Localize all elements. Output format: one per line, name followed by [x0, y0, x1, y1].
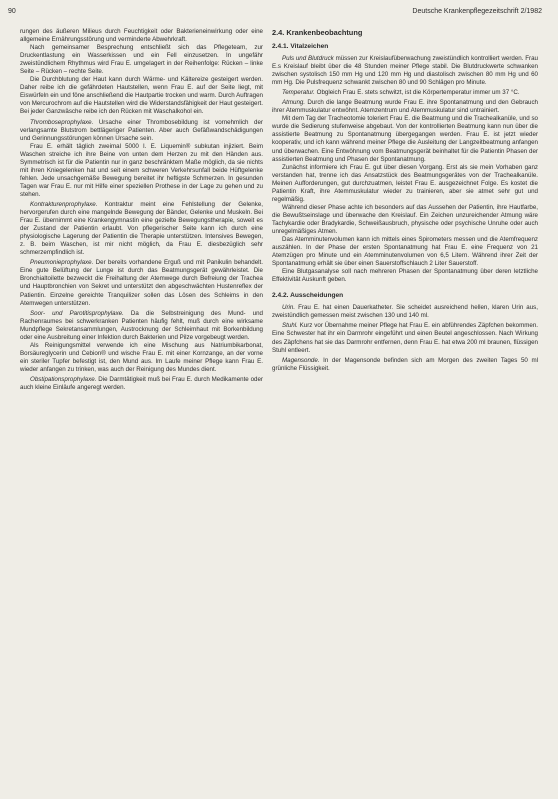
- paragraph: [20, 342, 263, 374]
- paragraph-text: Kontraktur meint eine Fehlstellung der Gelenke, hervorgerufen durch eine mangelnde Bewegung der Bänder, Gelenke und Muskeln. Bei Frau E. übernimmt eine Krankengymnastin eine gezielte Bewegungstherapie, soweit es der Zustand der Patientin erlaubt. Von pflegerischer Seite kann ich durch eine physiologische Lagerung der Patientin die Therapie unterstützen. Intensives Bewegen, z. B. beim Waschen, ist mir nicht möglich, da Frau E. diesbezüglich sehr schmerzempfindlich ist.: [20, 200, 263, 257]
- section-heading: 2.4. Krankenbeobachtung: [272, 28, 363, 37]
- paragraph-text: Das Atemminutenvolumen kann ich mittels eines Spirometers messen und die Atemfrequenz auszählen. In der Phase der ersten Spontanatmung hat Frau E. eine Frequenz von 21 Atemzügen pro Minute und ein Atemminutenvolumen von 6,5 Litern. Während ihrer Zeit der Spontanatmung erhält sie über einen Sauerstoffschlauch 2 Liter Sauerstoff.: [272, 236, 538, 268]
- right-column: [272, 28, 538, 373]
- paragraph-lead: Atmung.: [282, 99, 306, 107]
- paragraph: [272, 55, 538, 87]
- paragraph: [272, 204, 538, 236]
- paragraph-text: In der Magensonde befinden sich am Morgen des zweiten Tages 50 ml grünliche Flüssigkeit.: [272, 356, 538, 372]
- ausscheidungen-body: [272, 304, 538, 372]
- paragraph: [272, 322, 538, 354]
- paragraph: [272, 99, 538, 115]
- paragraph: [20, 376, 263, 392]
- left-column: [20, 28, 263, 392]
- paragraph-text: Frau E. erhält täglich zweimal 5000 I. E. Liquemin® subkutan injiziert. Beim Waschen streiche ich ihre Beine von unten dem Herzen zu mit den Händen aus. Symmetrisch ist für die Patientin nur in ganz beschränktem Maße möglich, da sie nichts mit ihren Kniegelenken hat und seit einem schweren Verkehrsunfall beide Hüftgelenke fehlen. Jede unsachgemäße Bewegung bereitet ihr heftigste Schmerzen. In gesunden Tagen war Frau E. nur mit Hilfe einer speziellen Prothese in der Lage zu gehen und zu stehen.: [20, 142, 263, 198]
- paragraph-text: Mit dem Tag der Tracheotomie toleriert Frau E. die Beatmung und die Trachealkanüle, und so wurde die Sedierung stufenweise abgebaut. Von der kontrollierten Beatmung kann nun über die assistierte Beatmung zu Spontanatmung übergegangen werden. Frau E. ist jetzt wieder kooperativ, und ich kann während meiner Pflege die Ausleitung der Langzeitbeatmung anfangen und überwachen. Eine Entwöhnung vom Beatmungsgerät beinhaltet für die Patientin Phasen der assistierten Beatmung und Phasen der Spontanatmung.: [272, 115, 538, 163]
- paragraph-text: Zunächst informiere ich Frau E. gut über diesen Vorgang. Erst als sie mein Vorhaben ganz verstanden hat, trenne ich das Ansatzstück des Beatmungsgerätes von der Trachealkanüle. Meinen Aufforderungen, gut durchzuatmen, leistet Frau E. ausgezeichnet Folge. Es kostet die Patientin Kraft, ihre Atemmuskulatur wieder zu trainieren, aber sie atmet sehr gut und regelmäßig.: [272, 163, 538, 203]
- paragraph: [272, 268, 538, 284]
- paragraph-lead: Obstipationsprophylaxe.: [30, 375, 97, 383]
- subsection-heading-vitalzeichen: 2.4.1. Vitalzeichen: [272, 43, 329, 50]
- paragraph-text: müssen zur Kreislaufüberwachung zweistündlich kontrolliert werden. Frau E.s Kreislauf bleibt über die 48 Stunden meiner Pflege stabil. Die Blutdruckwerte schwanken zwischen systolisch 150 mm Hg und 120 mm Hg und diastolisch zwischen 80 mm Hg und 60 mm Hg. Die Pulsfrequenz schwankt zwischen 80 und 90 Schlägen pro Minute.: [272, 55, 538, 87]
- paragraph: [272, 357, 538, 373]
- paragraph-lead: Puls und Blutdruck: [282, 55, 334, 62]
- paragraph: [20, 259, 263, 307]
- paragraph: [20, 201, 263, 257]
- paragraph-text: Der bereits vorhandene Erguß und mit Panikulin behandelt. Eine gute Belüftung der Lunge ist durch das Beatmungsgerät gewährleistet. Die Bronchialtoilette bezweckt die Freihaltung der Atemwege durch Befreiung der Trachea und Hauptbronchien von Sekret und unterstützt den abgeschwächten Hustenreflex der Patientin. Einzelne gereichte Tranquilizer sollen das Lösen des Schleims in den Atemwegen unterstützen.: [20, 259, 263, 307]
- paragraph-lead: Kontrakturenprophylaxe.: [30, 200, 98, 208]
- paragraph-lead: Temperatur.: [282, 89, 315, 97]
- paragraph-lead: Pneumonieprophylaxe.: [30, 259, 94, 267]
- paragraph: [20, 44, 263, 76]
- paragraph-text: Obgleich Frau E. stets schwitzt, ist die Körpertemperatur immer um 37 °C.: [314, 89, 520, 97]
- paragraph-text: rungen des äußeren Milieus durch Feuchtigkeit oder Bakterieneinwirkung oder eine allgemeine Ernährungsstörung und verminderte Abwehrkraft.: [20, 28, 263, 44]
- paragraph: [272, 236, 538, 268]
- journal-title: Deutsche Krankenpflegezeitschrift 2/1982: [412, 8, 542, 15]
- paragraph-text: Eine Blutgasanalyse soll nach mehreren Phasen der Spontanatmung über deren letztliche Effektivität Auskunft geben.: [272, 268, 538, 284]
- paragraph-text: Da die Selbstreinigung des Mund- und Rachenraumes bei schwerkranken Patienten häufig fehlt, muß durch eine wirksame Mundpflege Sekretansammlungen, Austrocknung der Schleimhaut mit Borkenbildung oder eine Ausbreitung einer Infektion durch Bakterien und Pilze vorgebeugt werden.: [20, 309, 263, 341]
- paragraph: [20, 28, 263, 44]
- paragraph-lead: Urin.: [282, 304, 296, 312]
- paragraph-lead: Soor- und Parotitisprophylaxe.: [30, 309, 124, 317]
- paragraph-text: Als Reinigungsmittel verwende ich eine Mischung aus Natriumbikarbonat, Borsäureglycerin und Cebion® und wische Frau E. mit einer Kornzange, an der vorne ein steriler Tupfer befestigt ist, den Mund aus. Im Laufe meiner Pflege kann Frau E. wieder anfangen zu trinken, was auch der Reinigung des Mundes dient.: [20, 341, 263, 373]
- paragraph: [20, 143, 263, 199]
- paragraph: [272, 164, 538, 204]
- page-number: 90: [8, 8, 16, 15]
- paragraph-text: Die Darmtätigkeit muß bei Frau E. durch Medikamente oder auch kleine Einläufe angeregt werden.: [20, 375, 263, 392]
- paragraph-text: Frau E. hat einen Dauerkatheter. Sie scheidet ausreichend hellen, klaren Urin aus, zweistündlich gemessen meist zwischen 130 und 140 ml.: [272, 304, 538, 320]
- paragraph: [20, 76, 263, 116]
- vitalzeichen-body: [272, 55, 538, 284]
- paragraph-text: Ursache einer Thrombosebildung ist vornehmlich der verlangsamte Blutstrom bettlägeriger Patienten. Aber auch Gefäßwandschädigungen und Gerinnungsstörungen können Ursache sein.: [20, 118, 263, 142]
- paragraph: [272, 115, 538, 163]
- paragraph-text: Kurz vor Übernahme meiner Pflege hat Frau E. ein abführendes Zäpfchen bekommen. Eine Schwester hat ihr ein Darmrohr eingeführt und einen Beutel angeschlossen. Nach Wirkung des Zäpfchens hat sie das Darmrohr entfernen, denn Frau E. hat etwa 200 ml braunen, flüssigen Stuhl entleert.: [272, 322, 538, 354]
- paragraph-lead: Stuhl.: [282, 322, 298, 330]
- paragraph: [20, 119, 263, 143]
- paragraph-text: Nach gemeinsamer Besprechung entschließt sich das Pflegeteam, zur Druckentlastung ein Wasserkissen und ein Fell einzusetzen. In ungefähr zweistündlichem Rhythmus wird Frau E. umgelagert in der Reihenfolge: Rücken – linke Seite – Rücken – rechte Seite.: [20, 44, 263, 76]
- paragraph-text: Durch die lange Beatmung wurde Frau E. ihre Spontanatmung und den Gebrauch ihrer Atemmuskulatur entwöhnt. Atemzentrum und Atemmuskulatur sind untrainiert.: [272, 99, 538, 115]
- page-header: [8, 8, 550, 20]
- paragraph: [20, 310, 263, 342]
- subsection-heading-ausscheidungen: 2.4.2. Ausscheidungen: [272, 292, 344, 300]
- paragraph-lead: Magensonde.: [282, 356, 320, 364]
- paragraph: [272, 304, 538, 320]
- paragraph-lead: Thromboseprophylaxe.: [30, 118, 94, 126]
- paragraph-text: Die Durchblutung der Haut kann durch Wärme- und Kältereize gesteigert werden. Daher reibe ich die gefährdeten Hautstellen, wenn Frau E. auf der Seite liegt, mit Eiswürfeln ein und föne anschließend die Hautpartie trocken und warm. Durch Auftragen von Mercurochrom auf die Hautstellen wird die Widerstandsfähigkeit der Haut gesteigert. Bei jeder Ganzwäsche reibe ich den Rücken mit Waschalkohol ein.: [20, 76, 263, 116]
- paragraph-text: Während dieser Phase achte ich besonders auf das Aussehen der Patientin, ihre Hautfarbe, die Bewußtseinslage und überwache den Kreislauf. Ein Zeichen unzureichender Atmung wäre Tachykardie oder Bradykardie, Schweißausbruch, physische oder psychische Unruhe oder auch unregelmäßiges Atmen.: [272, 203, 538, 235]
- paragraph: [272, 89, 538, 97]
